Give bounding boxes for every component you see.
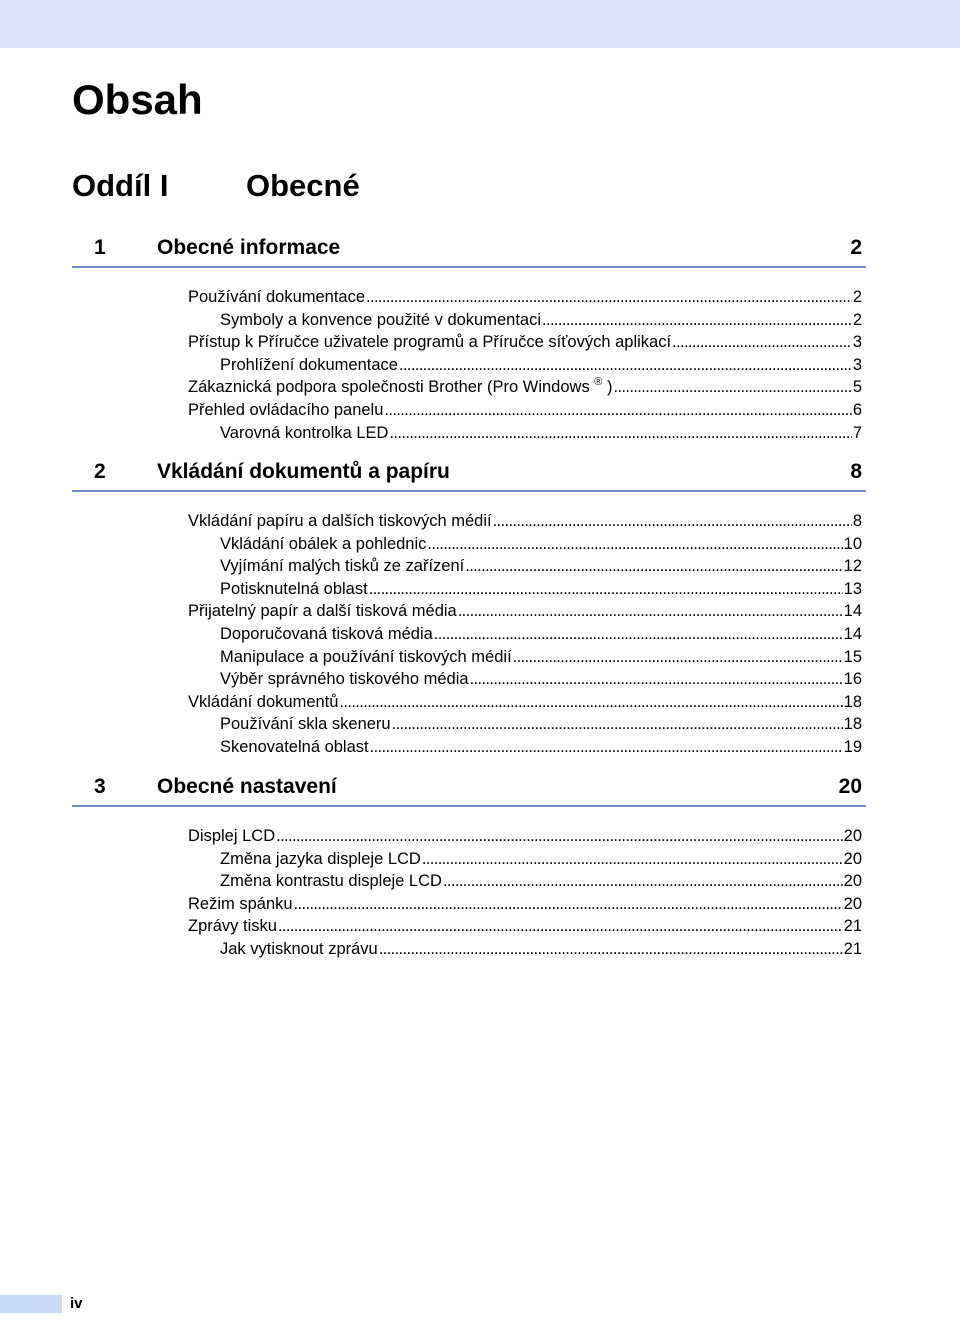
toc-entry-title (188, 691, 338, 714)
toc-entry-page: 16 (843, 670, 862, 689)
toc-entry[interactable] (72, 376, 866, 399)
dot-leader (443, 870, 843, 893)
dot-leader (339, 691, 842, 714)
toc-entry-page: 20 (843, 894, 862, 913)
footer-tab (0, 1295, 62, 1313)
toc-entry-text: Skenovatelná oblast (220, 737, 369, 756)
toc-entry-text: Doporučovaná tisková média (220, 624, 433, 643)
chapter-heading[interactable] (72, 454, 866, 492)
toc-entry[interactable] (72, 668, 866, 691)
toc-entry-text: Přijatelný papír a další tisková média (188, 602, 457, 621)
toc-entry-title (188, 376, 613, 399)
toc-entry-title (220, 713, 391, 736)
toc-entry-page: 5 (852, 378, 862, 397)
toc-entry-title (220, 623, 433, 646)
toc-entry[interactable] (72, 555, 866, 578)
chapter-title: Obecné nastavení (157, 775, 337, 798)
toc-list (72, 825, 866, 961)
toc-entry-text: Varovná kontrolka LED (220, 423, 389, 442)
toc-entry[interactable] (72, 893, 866, 916)
dot-leader (392, 713, 843, 736)
dot-leader (672, 331, 852, 354)
toc-entry-title (220, 646, 512, 669)
toc-entry-page: 15 (843, 647, 862, 666)
dot-leader (384, 399, 851, 422)
toc-list (72, 510, 866, 759)
toc-entry[interactable] (72, 713, 866, 736)
toc-entry[interactable] (72, 286, 866, 309)
toc-entry-title (188, 399, 383, 422)
part-name: Obecné (246, 168, 360, 203)
dot-leader (513, 646, 843, 669)
dot-leader (366, 286, 852, 309)
toc-entry-title (220, 848, 421, 871)
top-header-band (0, 0, 960, 48)
toc-entry[interactable] (72, 600, 866, 623)
dot-leader (278, 915, 843, 938)
registered-mark: ® (594, 376, 603, 389)
dot-leader (614, 376, 852, 399)
toc-entry-title (220, 870, 442, 893)
dot-leader (434, 623, 843, 646)
toc-entry[interactable] (72, 533, 866, 556)
dot-leader (294, 893, 843, 916)
toc-entry-text: Přehled ovládacího panelu (188, 400, 384, 419)
toc-entry-text: Změna jazyka displeje LCD (220, 849, 421, 868)
toc-entry-page: 18 (843, 692, 862, 711)
chapter-heading[interactable] (72, 230, 866, 268)
chapter-page: 20 (838, 775, 862, 798)
toc-entry-suffix: ) (607, 378, 613, 397)
chapter-number: 2 (94, 460, 106, 483)
dot-leader (458, 600, 843, 623)
toc-entry-text: Jak vytisknout zprávu (220, 939, 378, 958)
page-title: Obsah (72, 76, 203, 123)
toc-entry-title (220, 938, 378, 961)
toc-entry[interactable] (72, 578, 866, 601)
toc-entry-title (220, 422, 388, 445)
toc-entry-title (220, 578, 368, 601)
dot-leader (542, 309, 852, 332)
toc-entry-text: Výběr správného tiskového média (220, 670, 469, 689)
toc-entry-page: 14 (843, 602, 862, 621)
chapter-title: Obecné informace (157, 236, 341, 259)
toc-entry-title (220, 736, 369, 759)
toc-entry-title (220, 533, 426, 556)
chapter-number: 1 (94, 236, 106, 259)
chapter-title: Vkládání dokumentů a papíru (157, 460, 450, 483)
dot-leader (422, 848, 843, 871)
toc-entry-title (188, 600, 457, 623)
dot-leader (399, 354, 852, 377)
dot-leader (493, 510, 852, 533)
toc-entry-title (188, 893, 293, 916)
toc-entry[interactable] (72, 938, 866, 961)
toc-entry[interactable] (72, 510, 866, 533)
toc-entry-title (220, 555, 464, 578)
toc-entry-text: Displej LCD (188, 827, 276, 845)
toc-entry-page: 7 (852, 423, 862, 442)
toc-entry-page: 13 (843, 579, 862, 598)
toc-entry[interactable] (72, 915, 866, 938)
toc-entry-page: 14 (843, 624, 862, 643)
toc-entry[interactable] (72, 309, 866, 332)
toc-entry[interactable] (72, 354, 866, 377)
toc-entry-page: 19 (843, 737, 862, 756)
toc-entry-text: Změna kontrastu displeje LCD (220, 872, 442, 891)
chapter-heading[interactable] (72, 769, 866, 807)
toc-entry-text: Zákaznická podpora společnosti Brother (Pro Windows (188, 378, 590, 397)
dot-leader (369, 578, 843, 601)
toc-entry-page: 20 (843, 849, 862, 868)
toc-entry-title (188, 915, 277, 938)
toc-entry-text: Vkládání dokumentů (188, 692, 339, 711)
toc-entry-page: 6 (852, 400, 862, 419)
toc-entry[interactable] (72, 331, 866, 354)
toc-entry-text: Zprávy tisku (188, 917, 277, 936)
dot-leader (427, 533, 842, 556)
chapter-number: 3 (94, 775, 106, 798)
toc-entry[interactable] (72, 422, 866, 445)
toc-entry-text: Vyjímání malých tisků ze zařízení (220, 557, 465, 576)
toc-entry[interactable] (72, 825, 866, 848)
toc-entry-page: 12 (843, 557, 862, 576)
toc-entry[interactable] (72, 399, 866, 422)
chapter-page: 8 (850, 460, 862, 483)
toc-entry-title (188, 825, 275, 848)
toc-entry-title (188, 331, 671, 354)
chapter-page: 2 (850, 236, 862, 259)
toc-entry-title (220, 668, 469, 691)
toc-entry[interactable] (72, 691, 866, 714)
chapter-3 (72, 769, 866, 961)
dot-leader (276, 825, 843, 848)
toc-entry-page: 3 (852, 355, 862, 374)
toc-entry-text: Symboly a konvence použité v dokumentaci (220, 310, 542, 329)
toc-entry-text: Režim spánku (188, 894, 293, 913)
toc-entry-title (188, 510, 492, 533)
dot-leader (379, 938, 843, 961)
toc-entry-page: 3 (852, 333, 862, 352)
toc-entry-text: Potisknutelná oblast (220, 579, 368, 598)
toc-entry-page: 8 (852, 512, 862, 530)
dot-leader (465, 555, 842, 578)
toc-entry[interactable] (72, 646, 866, 669)
toc-entry-title (188, 286, 365, 309)
toc-entry-text: Používání skla skeneru (220, 715, 391, 734)
toc-entry-text: Přístup k Příručce uživatele programů a Příručce síťových aplikací (188, 333, 672, 352)
toc-entry-text: Vkládání obálek a pohlednic (220, 534, 427, 553)
toc-entry[interactable] (72, 870, 866, 893)
toc-entry-title (220, 354, 398, 377)
toc-entry[interactable] (72, 848, 866, 871)
toc-entry-page: 21 (843, 939, 862, 958)
toc-entry-text: Používání dokumentace (188, 288, 366, 306)
dot-leader (370, 736, 843, 759)
toc-entry-page: 10 (843, 534, 862, 553)
part-number: Oddíl I (72, 168, 169, 203)
toc-entry[interactable] (72, 623, 866, 646)
toc-entry-page: 18 (843, 715, 862, 734)
toc-entry-page: 2 (852, 310, 862, 329)
toc-entry[interactable] (72, 736, 866, 759)
chapter-1 (72, 230, 866, 444)
toc-list (72, 286, 866, 444)
toc-entry-text: Vkládání papíru a dalších tiskových médií (188, 512, 492, 530)
footer-page-number: iv (70, 1295, 83, 1312)
chapter-2 (72, 454, 866, 759)
toc-entry-page: 20 (843, 827, 862, 845)
dot-leader (389, 422, 851, 445)
toc-entry-text: Prohlížení dokumentace (220, 355, 398, 374)
toc-entry-page: 21 (843, 917, 862, 936)
dot-leader (470, 668, 843, 691)
toc-entry-title (220, 309, 541, 332)
toc-entry-page: 20 (843, 872, 862, 891)
toc-entry-text: Manipulace a používání tiskových médií (220, 647, 512, 666)
toc-entry-page: 2 (852, 288, 862, 306)
